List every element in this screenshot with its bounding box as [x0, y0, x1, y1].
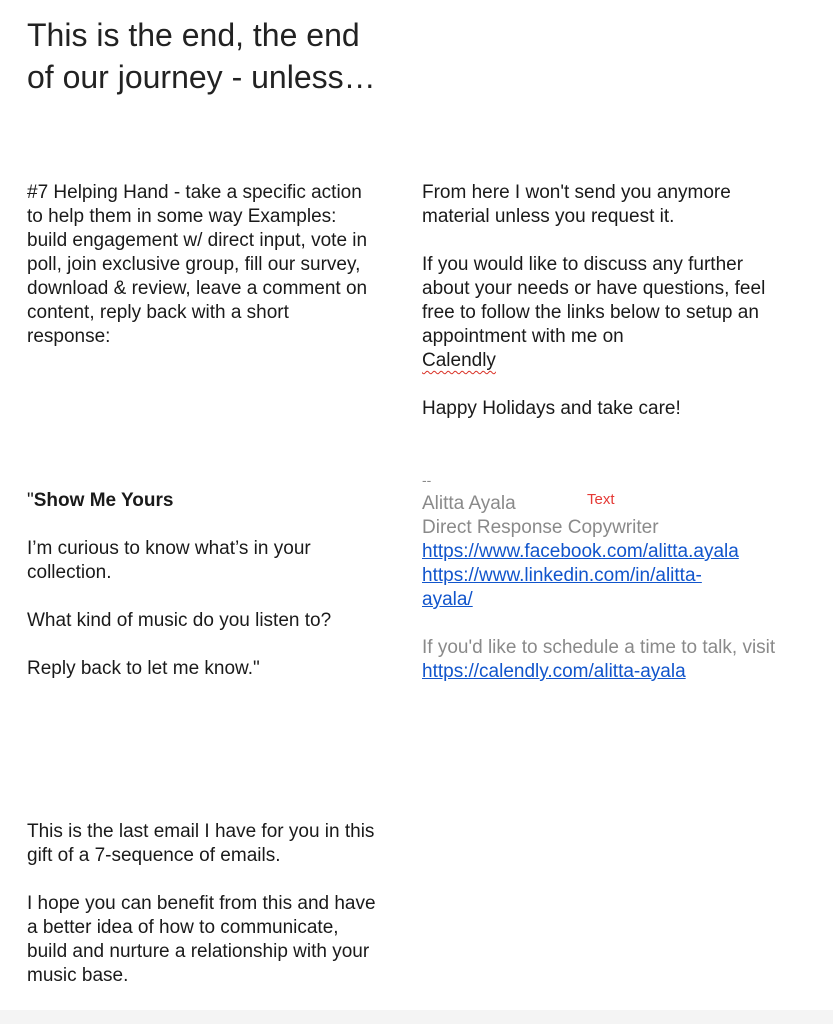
closing-paragraph: I hope you can benefit from this and have a better idea of how to communicate, build and nurture a relationship with your music base.	[27, 893, 376, 986]
linkedin-link[interactable]: https://www.linkedin.com/in/alitta-ayala/	[422, 565, 702, 610]
closing-paragraph: This is the last email I have for you in this gift of a 7-sequence of emails.	[27, 821, 375, 866]
holidays-paragraph: Happy Holidays and take care!	[422, 398, 681, 419]
discuss-paragraph	[422, 253, 782, 373]
helping-hand-intro: #7 Helping Hand - take a specific action to help them in some way Examples: build engagement w/ direct input, vote in poll, join exclusive group, fill our survey, download & review, leave a comment on content, reply back with a short response:	[27, 182, 368, 347]
message-line: What kind of music do you listen to?	[27, 610, 332, 631]
page-title: This is the end, the end of our journey - unless…	[27, 17, 376, 95]
text-tag-label: Text	[587, 491, 615, 508]
calendly-link[interactable]: https://calendly.com/alitta-ayala	[422, 661, 686, 682]
message-line: I’m curious to know what’s in your collection.	[27, 538, 311, 583]
right-column-body	[422, 181, 782, 421]
message-line: Reply back to let me know."	[27, 658, 260, 679]
calendly-word: Calendly	[422, 350, 496, 371]
closing-block	[27, 820, 377, 988]
facebook-link[interactable]: https://www.facebook.com/alitta.ayala	[422, 541, 739, 562]
signature-name: Alitta Ayala	[422, 493, 516, 514]
email-message-block	[27, 489, 377, 681]
bottom-strip	[0, 1010, 833, 1024]
message-title: Show Me Yours	[33, 490, 174, 511]
discuss-text: If you would like to discuss any further about your needs or have questions, feel free to follow the links below to setup an appointment with me on	[422, 254, 766, 347]
no-more-material-paragraph: From here I won't send you anymore material unless you request it.	[422, 182, 731, 227]
message-heading	[27, 489, 377, 513]
schedule-text: If you'd like to schedule a time to talk, visit	[422, 637, 776, 658]
signature-role: Direct Response Copywriter	[422, 517, 659, 538]
quote-mark: "	[27, 490, 34, 511]
signature-separator: --	[422, 472, 432, 488]
